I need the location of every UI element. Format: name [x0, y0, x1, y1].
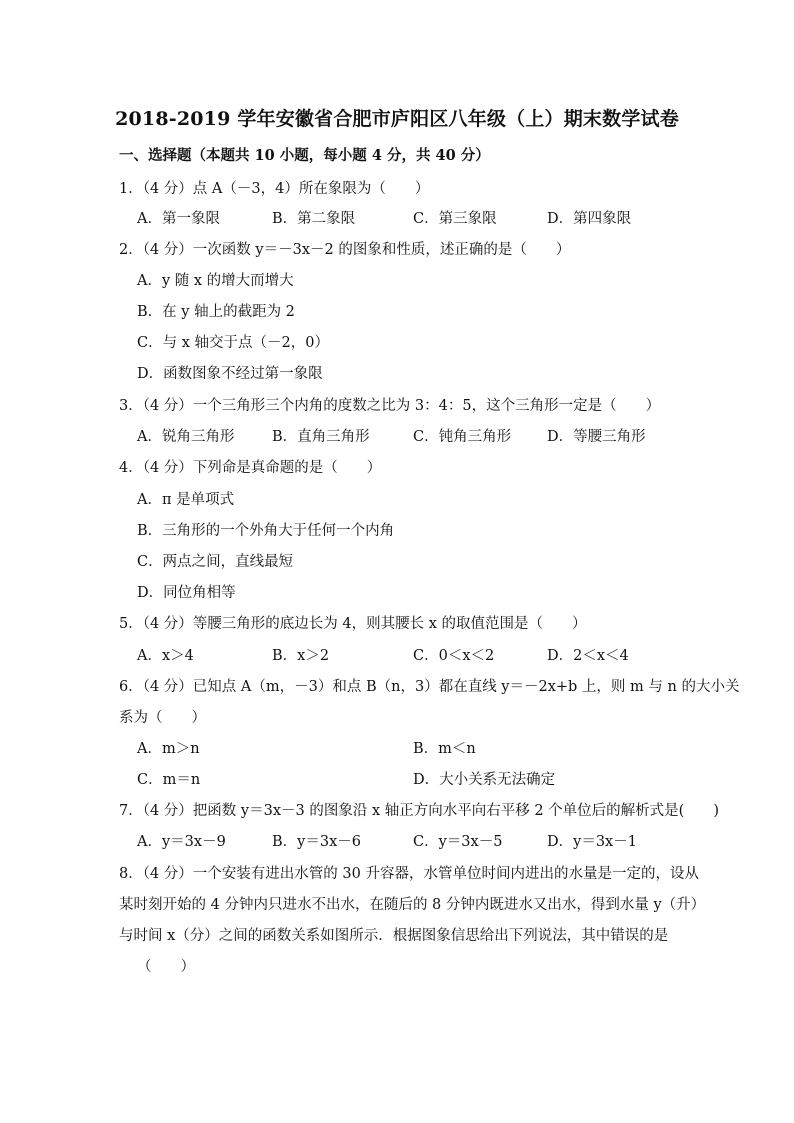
question-3-option-a: A．锐角三角形	[137, 429, 235, 445]
question-2-stem: 2．（4 分）一次函数 y＝－3x－2 的图象和性质，述正确的是（ ）	[119, 242, 571, 258]
question-1-option-d: D．第四象限	[547, 211, 632, 227]
question-7-option-c: C．y＝3x－5	[413, 834, 503, 850]
question-3-option-b: B．直角三角形	[272, 429, 370, 445]
question-1-option-c: C．第三象限	[413, 211, 497, 227]
question-5-option-b: B．x＞2	[272, 648, 330, 664]
question-6-stem-line-2: 系为（ ）	[119, 710, 206, 726]
question-1-option-a: A．第一象限	[137, 211, 220, 227]
question-7-option-a: A．y＝3x－9	[137, 834, 226, 850]
question-1-stem: 1．（4 分）点 A（－3，4）所在象限为（ ）	[119, 181, 430, 197]
question-4-stem: 4．（4 分）下列命是真命题的是（ ）	[119, 460, 382, 476]
question-8-stem-line-3: 与时间 x（分）之间的函数关系如图所示．根据图象信思给出下列说法，其中错误的是	[119, 928, 669, 944]
question-5-stem: 5．（4 分）等腰三角形的底边长为 4，则其腰长 x 的取值范围是（ ）	[119, 616, 587, 632]
question-4-option-a: A．π 是单项式	[137, 492, 235, 508]
question-3-stem: 3．（4 分）一个三角形三个内角的度数之比为 3：4：5，这个三角形一定是（ ）	[119, 398, 661, 414]
question-6-stem-line-1: 6．（4 分）已知点 A（m，－3）和点 B（n，3）都在直线 y＝－2x+b 上，则 m 与 n 的大小关	[119, 679, 740, 695]
question-8-stem-line-1: 8．（4 分）一个安装有进出水管的 30 升容器，水管单位时间内进出的水量是一定的，设从	[119, 866, 699, 882]
question-6-option-a: A．m＞n	[137, 741, 200, 757]
question-5-option-d: D．2＜x＜4	[547, 648, 629, 664]
question-3-option-d: D．等腰三角形	[547, 429, 646, 445]
question-2-option-a: A．y 随 x 的增大而增大	[137, 273, 294, 289]
question-5-option-a: A．x＞4	[137, 648, 194, 664]
page-title: 2018-2019 学年安徽省合肥市庐阳区八年级（上）期末数学试卷	[115, 108, 679, 130]
question-7-option-b: B．y＝3x－6	[272, 834, 361, 850]
question-4-option-d: D．同位角相等	[137, 585, 236, 601]
question-7-stem: 7．（4 分）把函数 y＝3x－3 的图象沿 x 轴正方向水平向右平移 2 个单位后的解析式是( )	[119, 803, 719, 819]
question-8-stem-line-2: 某时刻开始的 4 分钟内只进水不出水，在随后的 8 分钟内既进水又出水，得到水量 y（升）	[119, 897, 706, 913]
question-4-option-b: B．三角形的一个外角大于任何一个内角	[137, 523, 395, 539]
question-6-option-c: C．m＝n	[137, 772, 201, 788]
question-2-option-b: B．在 y 轴上的截距为 2	[137, 304, 295, 320]
question-2-option-d: D．函数图象不经过第一象限	[137, 366, 323, 382]
question-6-option-d: D．大小关系无法确定	[413, 772, 556, 788]
question-2-option-c: C．与 x 轴交于点（－2，0）	[137, 335, 329, 351]
question-5-option-c: C．0＜x＜2	[413, 648, 495, 664]
question-4-option-c: C．两点之间，直线最短	[137, 554, 294, 570]
question-6-option-b: B．m＜n	[413, 741, 476, 757]
question-1-option-b: B．第二象限	[272, 211, 356, 227]
question-7-option-d: D．y＝3x－1	[547, 834, 637, 850]
question-8-stem-line-4: （ ）	[137, 959, 195, 975]
section-heading: 一、选择题（本题共 10 小题，每小题 4 分，共 40 分）	[119, 147, 490, 164]
question-3-option-c: C．钝角三角形	[413, 429, 512, 445]
